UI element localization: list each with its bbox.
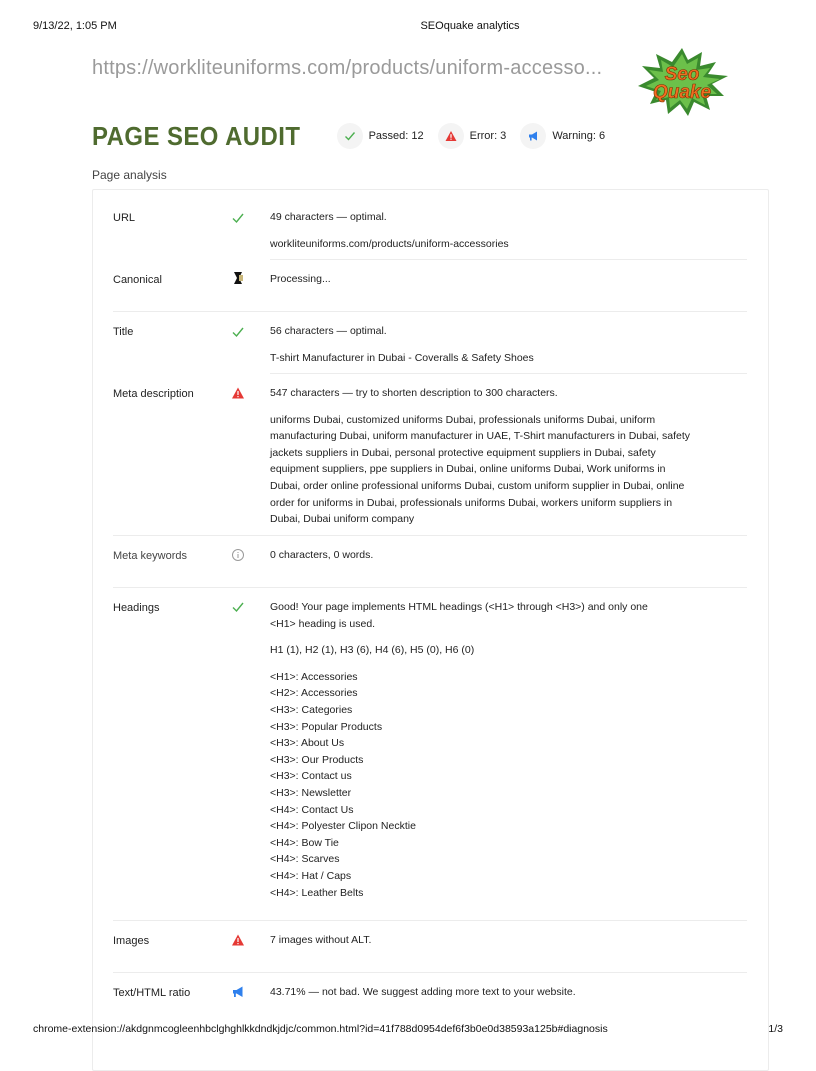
row-content <box>270 547 690 564</box>
analysis-panel <box>92 189 769 1071</box>
title-detail: T-shirt Manufacturer in Dubai - Coveralls & Safety Shoes <box>270 351 534 364</box>
heading-item: <H3>: Contact us <box>270 770 352 783</box>
heading-item: <H4>: Bow Tie <box>270 836 339 849</box>
url-summary: 49 characters — optimal. <box>270 211 387 223</box>
row-label: Canonical <box>113 274 162 286</box>
print-datetime: 9/13/22, 1:05 PM <box>33 20 117 32</box>
row-content <box>270 209 690 252</box>
meta-description-summary: 547 characters — try to shorten description to 300 characters. <box>270 387 558 399</box>
row-title <box>113 312 747 374</box>
row-content <box>270 599 690 901</box>
loading-icon <box>231 271 245 285</box>
row-label: Text/HTML ratio <box>113 987 191 999</box>
warning-stat[interactable] <box>520 123 605 149</box>
print-page-title: SEOquake analytics <box>420 20 520 32</box>
row-label: URL <box>113 212 136 224</box>
row-content <box>270 932 690 949</box>
canonical-summary: Processing... <box>270 273 331 285</box>
heading-item: <H4>: Leather Belts <box>270 886 364 899</box>
error-stat[interactable] <box>438 123 507 149</box>
heading-item: <H3>: Our Products <box>270 753 364 766</box>
warning-count: Warning: 6 <box>552 130 606 142</box>
error-triangle-icon <box>231 933 245 947</box>
row-text-html-ratio <box>113 973 747 1025</box>
page-number: 1/3 <box>768 1023 783 1035</box>
row-label: Meta keywords <box>113 550 187 562</box>
error-count: Error: 3 <box>469 130 507 142</box>
images-summary: 7 images without ALT. <box>270 934 372 946</box>
title-summary: 56 characters — optimal. <box>270 325 387 337</box>
passed-count: Passed: 12 <box>368 130 424 142</box>
print-footer-url: chrome-extension://akdgnmcogleenhbclghghlkkdndkjdjc/common.html?id=41f788d0954def6f3b0e0d38593a125b#diagnosis <box>33 1023 608 1035</box>
heading-item: <H4>: Contact Us <box>270 803 354 816</box>
heading-item: <H4>: Scarves <box>270 853 340 866</box>
check-icon <box>231 325 245 339</box>
heading-item: <H2>: Accessories <box>270 687 358 700</box>
heading-item: <H3>: Popular Products <box>270 720 383 733</box>
heading-item: <H4>: Hat / Caps <box>270 869 352 882</box>
page-title: PAGE SEO AUDIT <box>92 120 301 151</box>
heading-item: <H3>: About Us <box>270 737 345 750</box>
row-content <box>270 984 690 1001</box>
info-icon <box>231 548 245 562</box>
row-meta-keywords <box>113 536 747 588</box>
heading-item: <H1>: Accessories <box>270 670 358 683</box>
section-label: Page analysis <box>92 168 167 182</box>
print-footer <box>33 1023 783 1035</box>
text-html-ratio-summary: 43.71% — not bad. We suggest adding more text to your website. <box>270 986 576 998</box>
row-meta-description <box>113 374 747 536</box>
url-detail: workliteuniforms.com/products/uniform-accessories <box>270 237 509 250</box>
meta-description-text: uniforms Dubai, customized uniforms Dubai, professionals uniforms Dubai, uniform manufacturing Dubai, uniform manufacturer in UAE, T-Shirt manufacturers in Dubai, safety jackets suppliers in Dubai, personal protective equipment suppliers in Dubai, safety equipment suppliers, ppe suppliers in Dubai, online uniforms Dubai, Work uniforms in Dubai, order online professional uniforms Dubai, custom uniform supplier in Dubai, online order for uniforms in Dubai, professionals uniforms Dubai, workers uniform suppliers in Dubai, Dubai uniform company <box>270 413 690 526</box>
logo-text-seo: Seo <box>664 64 700 85</box>
megaphone-icon <box>520 123 546 149</box>
page-url: https://workliteuniforms.com/products/uniform-accesso... <box>92 57 603 79</box>
heading-item: <H4>: Polyester Clipon Necktie <box>270 820 416 833</box>
headings-list <box>270 669 690 901</box>
meta-keywords-summary: 0 characters, 0 words. <box>270 549 374 561</box>
heading-item: <H3>: Newsletter <box>270 786 352 799</box>
headings-summary: Good! Your page implements HTML headings (<H1> through <H3>) and only one <H1> heading is used. <box>270 601 648 630</box>
check-icon <box>337 123 363 149</box>
error-triangle-icon <box>438 123 464 149</box>
row-label: Meta description <box>113 388 194 400</box>
row-content <box>270 323 690 366</box>
audit-header <box>92 118 605 154</box>
headings-counts: H1 (1), H2 (1), H3 (6), H4 (6), H5 (0), H6 (0) <box>270 644 475 657</box>
check-icon <box>231 211 245 225</box>
row-images <box>113 921 747 973</box>
row-content <box>270 385 690 528</box>
row-headings <box>113 588 747 921</box>
logo-text-quake: Quake <box>652 82 712 103</box>
row-canonical <box>113 260 747 312</box>
row-label: Title <box>113 326 134 338</box>
row-label: Images <box>113 935 150 947</box>
row-url <box>113 190 747 260</box>
error-triangle-icon <box>231 386 245 400</box>
check-icon <box>231 600 245 614</box>
megaphone-icon <box>231 985 245 999</box>
seoquake-logo <box>632 46 732 118</box>
row-label: Headings <box>113 602 160 614</box>
heading-item: <H3>: Categories <box>270 703 353 716</box>
row-content <box>270 271 690 288</box>
passed-stat[interactable] <box>337 123 424 149</box>
